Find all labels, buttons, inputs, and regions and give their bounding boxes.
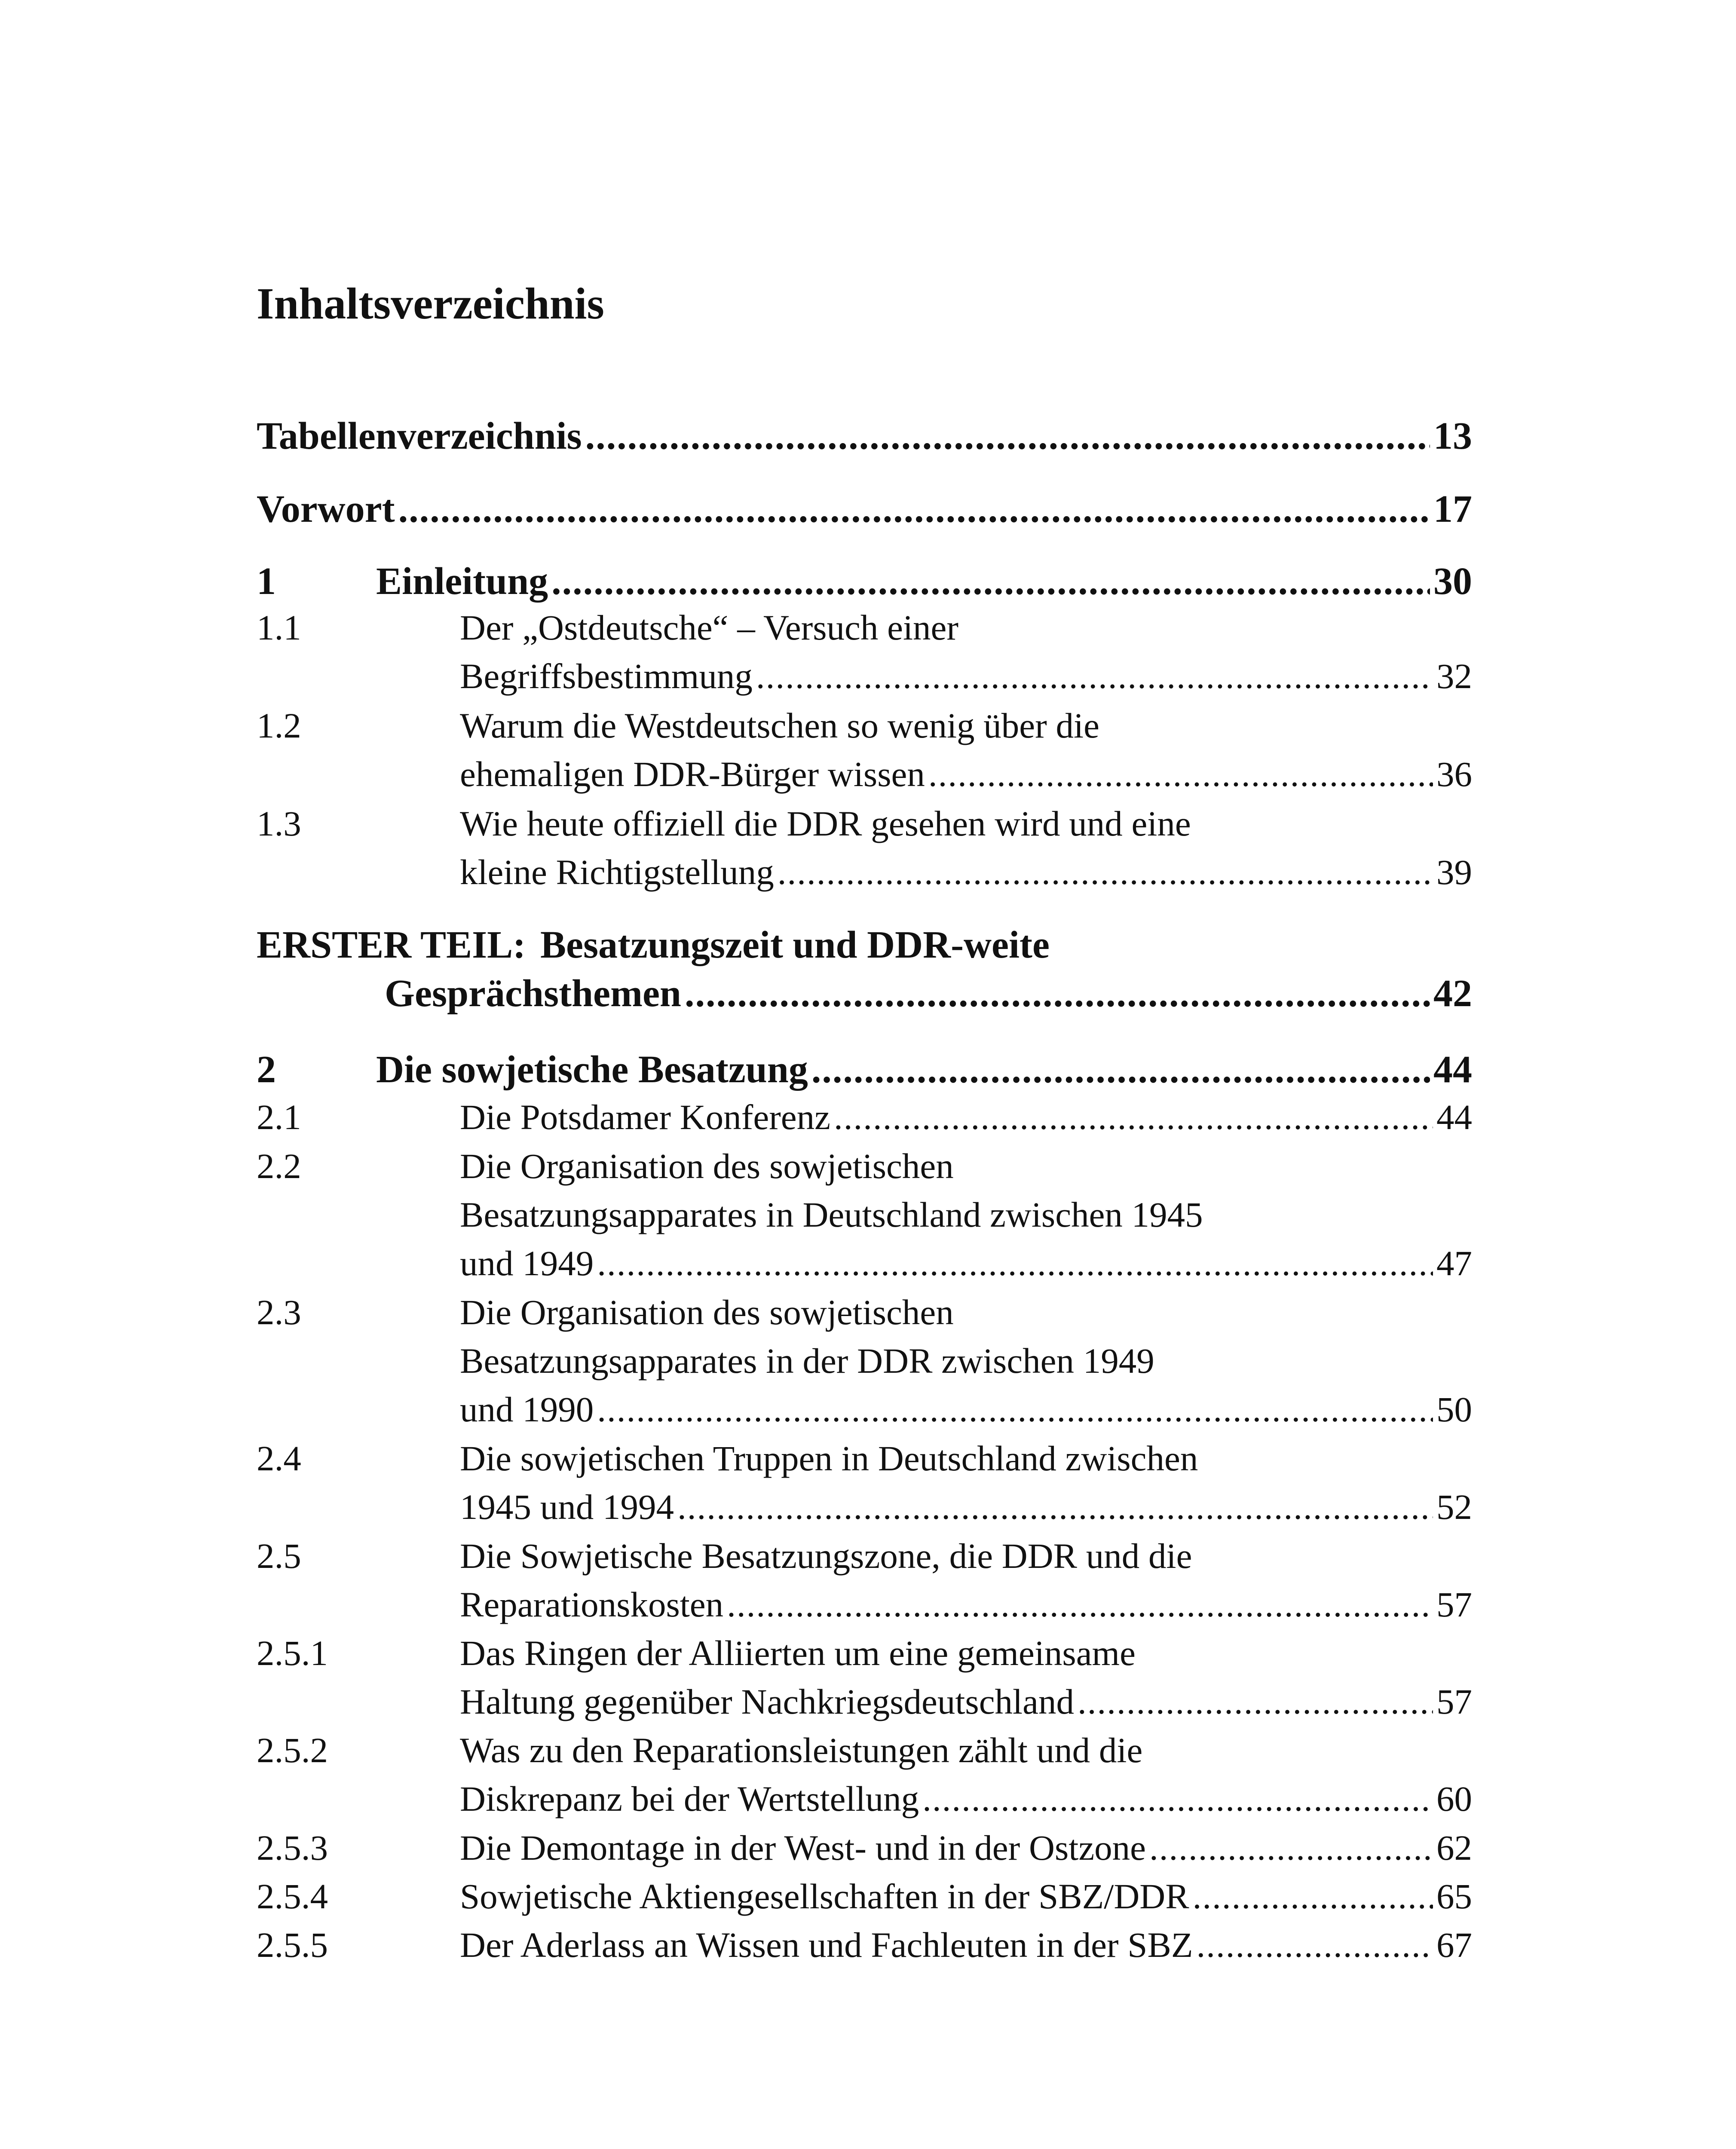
toc-entry-text: und 1949 xyxy=(460,1243,594,1283)
toc-entry-title xyxy=(460,799,1472,897)
toc-entry-text: Warum die Westdeutschen so wenig über die xyxy=(460,706,1099,745)
dot-leader xyxy=(1193,1872,1433,1921)
toc-entry-number: 1 xyxy=(257,560,276,603)
toc-entry-text: und 1990 xyxy=(460,1390,594,1429)
toc-page-number: 30 xyxy=(1433,560,1472,603)
toc-entry-title xyxy=(460,1288,1472,1434)
toc-page-number: 60 xyxy=(1436,1779,1472,1818)
toc-page-number: 36 xyxy=(1436,754,1472,794)
toc-entry-number: 2.1 xyxy=(257,1097,301,1137)
dot-leader xyxy=(727,1580,1433,1629)
dot-leader xyxy=(398,485,1430,533)
toc-entry-title xyxy=(460,1726,1472,1823)
toc-entry-title xyxy=(257,412,1472,460)
toc-entry-number: ERSTER TEIL: xyxy=(257,924,526,966)
dot-leader xyxy=(756,652,1433,701)
toc-entry-text: Der „Ostdeutsche“ – Versuch einer xyxy=(460,608,959,647)
toc-entry-number: 2.5.2 xyxy=(257,1730,328,1770)
toc-entry-title xyxy=(460,1824,1472,1872)
toc-entry-text: Einleitung xyxy=(376,560,548,603)
toc-entry-text: Tabellenverzeichnis xyxy=(257,415,582,457)
toc-entry-text: Das Ringen der Alliierten um eine gemeinsame xyxy=(460,1633,1136,1673)
dot-leader xyxy=(778,848,1433,897)
dot-leader xyxy=(1078,1678,1433,1726)
dot-leader xyxy=(551,557,1430,606)
toc-page-number: 50 xyxy=(1436,1390,1472,1429)
dot-leader xyxy=(928,750,1433,799)
toc-entry-text: Die Organisation des sowjetischen xyxy=(460,1146,954,1186)
dot-leader xyxy=(834,1093,1433,1142)
toc-entry-text: Die Sowjetische Besatzungszone, die DDR und die xyxy=(460,1536,1192,1576)
toc-page-number: 52 xyxy=(1436,1487,1472,1527)
toc-page-number: 57 xyxy=(1436,1682,1472,1721)
toc-entry-text: Die Organisation des sowjetischen xyxy=(460,1292,954,1332)
toc-entry-title xyxy=(460,1921,1472,1969)
dot-leader xyxy=(597,1385,1433,1434)
toc-entry-text: Haltung gegenüber Nachkriegsdeutschland xyxy=(460,1682,1074,1721)
toc-entry-title xyxy=(460,701,1472,799)
dot-leader xyxy=(1197,1921,1433,1969)
toc-entry-number: 2.5.3 xyxy=(257,1828,328,1867)
page-title: Inhaltsverzeichnis xyxy=(257,279,604,328)
toc-entry-text: Besatzungszeit und DDR-weite xyxy=(540,924,1050,966)
toc-entry-text: Die sowjetischen Truppen in Deutschland zwischen xyxy=(460,1439,1198,1478)
toc-page-number: 62 xyxy=(1436,1828,1472,1867)
toc-entry-text: Vorwort xyxy=(257,488,395,530)
toc-page-number: 13 xyxy=(1433,415,1472,457)
dot-leader xyxy=(922,1775,1433,1823)
toc-entry-text: Was zu den Reparationsleistungen zählt und die xyxy=(460,1730,1143,1770)
toc-entry-number: 2.5.4 xyxy=(257,1877,328,1916)
toc-entry-text: Sowjetische Aktiengesellschaften in der SBZ/DDR xyxy=(460,1877,1189,1916)
toc-entry-number: 2.5 xyxy=(257,1536,301,1576)
toc-entry-title xyxy=(460,1629,1472,1726)
toc-entry-text: Die sowjetische Besatzung xyxy=(376,1048,808,1091)
toc-entry-title xyxy=(460,1872,1472,1921)
toc-entry-title xyxy=(257,921,1472,1018)
toc-page-number: 47 xyxy=(1436,1243,1472,1283)
toc-entry-number: 2.4 xyxy=(257,1439,301,1478)
toc-entry-number: 2.3 xyxy=(257,1292,301,1332)
toc-entry-text: Die Demontage in der West- und in der Ostzone xyxy=(460,1828,1146,1867)
toc-entry-text: Die Potsdamer Konferenz xyxy=(460,1097,830,1137)
toc-entry-text: Diskrepanz bei der Wertstellung xyxy=(460,1779,919,1818)
toc-entry-text: ehemaligen DDR-Bürger wissen xyxy=(460,754,925,794)
toc-entry-title xyxy=(460,1093,1472,1142)
toc-entry-number: 2 xyxy=(257,1048,276,1091)
toc-page-number: 57 xyxy=(1436,1585,1472,1624)
dot-leader xyxy=(685,969,1430,1018)
toc-entry-title xyxy=(460,603,1472,701)
toc-entry-text: Der Aderlass an Wissen und Fachleuten in der SBZ xyxy=(460,1925,1193,1965)
toc-page-number: 44 xyxy=(1436,1097,1472,1137)
toc-page-number: 17 xyxy=(1433,488,1472,530)
toc-entry-title xyxy=(460,1142,1472,1288)
toc-entry-text: Begriffsbestimmung xyxy=(460,656,753,696)
toc-page-number: 32 xyxy=(1436,656,1472,696)
toc-entry-title xyxy=(376,1045,1472,1094)
toc-entry-title xyxy=(376,557,1472,606)
toc-entry-title xyxy=(257,485,1472,533)
dot-leader xyxy=(1149,1824,1433,1872)
toc-entry-title xyxy=(460,1434,1472,1531)
toc-page-number: 42 xyxy=(1433,972,1472,1015)
toc-page-number: 67 xyxy=(1436,1925,1472,1965)
toc-entry-text: Besatzungsapparates in Deutschland zwischen 1945 xyxy=(460,1195,1203,1234)
toc-entry-number: 1.2 xyxy=(257,706,301,745)
toc-page-number: 39 xyxy=(1436,852,1472,892)
dot-leader xyxy=(811,1045,1430,1094)
toc-entry-text: Wie heute offiziell die DDR gesehen wird und eine xyxy=(460,804,1191,843)
toc-entry-number: 1.1 xyxy=(257,608,301,647)
dot-leader xyxy=(677,1483,1433,1531)
toc-entry-text: Reparationskosten xyxy=(460,1585,724,1624)
toc-entry-number: 2.5.1 xyxy=(257,1633,328,1673)
toc-entry-number: 2.2 xyxy=(257,1146,301,1186)
toc-entry-text: Gesprächsthemen xyxy=(385,972,681,1015)
toc-entry-text: Besatzungsapparates in der DDR zwischen 1949 xyxy=(460,1341,1154,1381)
toc-entry-text: kleine Richtigstellung xyxy=(460,852,774,892)
toc-entry-text: 1945 und 1994 xyxy=(460,1487,674,1527)
toc-page-number: 65 xyxy=(1436,1877,1472,1916)
toc-entry-title xyxy=(460,1532,1472,1629)
toc-entry-number: 2.5.5 xyxy=(257,1925,328,1965)
dot-leader xyxy=(585,412,1430,460)
toc-entry-number: 1.3 xyxy=(257,804,301,843)
dot-leader xyxy=(597,1239,1433,1288)
toc-page-number: 44 xyxy=(1433,1048,1472,1091)
